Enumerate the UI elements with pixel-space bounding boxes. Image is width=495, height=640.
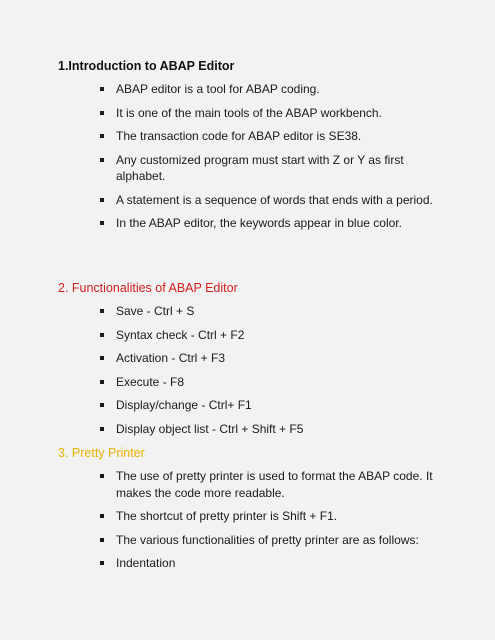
- list-item: Indentation: [100, 555, 450, 572]
- bullet-icon: [100, 474, 104, 478]
- list-item: Display/change - Ctrl+ F1: [100, 397, 450, 414]
- list-item: Syntax check - Ctrl + F2: [100, 327, 450, 344]
- bullet-icon: [100, 427, 104, 431]
- list-item: Execute - F8: [100, 374, 450, 391]
- bullet-icon: [100, 561, 104, 565]
- bullet-icon: [100, 514, 104, 518]
- bullet-icon: [100, 111, 104, 115]
- bullet-icon: [100, 380, 104, 384]
- list-item: Save - Ctrl + S: [100, 303, 450, 320]
- list-item: The use of pretty printer is used to format the ABAP code. It makes the code more readable.: [100, 468, 450, 501]
- bullet-icon: [100, 309, 104, 313]
- list-item: Activation - Ctrl + F3: [100, 350, 450, 367]
- list-item: Display object list - Ctrl + Shift + F5: [100, 421, 450, 438]
- section-heading-pretty-printer: 3. Pretty Printer: [58, 446, 145, 460]
- list-item: It is one of the main tools of the ABAP workbench.: [100, 105, 450, 122]
- pretty-printer-list: [100, 468, 450, 572]
- list-item: The transaction code for ABAP editor is SE38.: [100, 128, 450, 145]
- section-heading-functionalities: 2. Functionalities of ABAP Editor: [58, 281, 238, 295]
- section-heading-introduction: 1.Introduction to ABAP Editor: [58, 59, 235, 73]
- list-item: ABAP editor is a tool for ABAP coding.: [100, 81, 450, 98]
- bullet-icon: [100, 87, 104, 91]
- bullet-icon: [100, 221, 104, 225]
- bullet-icon: [100, 538, 104, 542]
- bullet-icon: [100, 198, 104, 202]
- list-item: The shortcut of pretty printer is Shift + F1.: [100, 508, 450, 525]
- bullet-icon: [100, 333, 104, 337]
- list-item: In the ABAP editor, the keywords appear in blue color.: [100, 215, 450, 232]
- bullet-icon: [100, 158, 104, 162]
- bullet-icon: [100, 403, 104, 407]
- bullet-icon: [100, 134, 104, 138]
- list-item: The various functionalities of pretty printer are as follows:: [100, 532, 450, 549]
- list-item: Any customized program must start with Z or Y as first alphabet.: [100, 152, 450, 185]
- introduction-list: [100, 81, 450, 232]
- bullet-icon: [100, 356, 104, 360]
- functionalities-list: [100, 303, 450, 437]
- list-item: A statement is a sequence of words that ends with a period.: [100, 192, 450, 209]
